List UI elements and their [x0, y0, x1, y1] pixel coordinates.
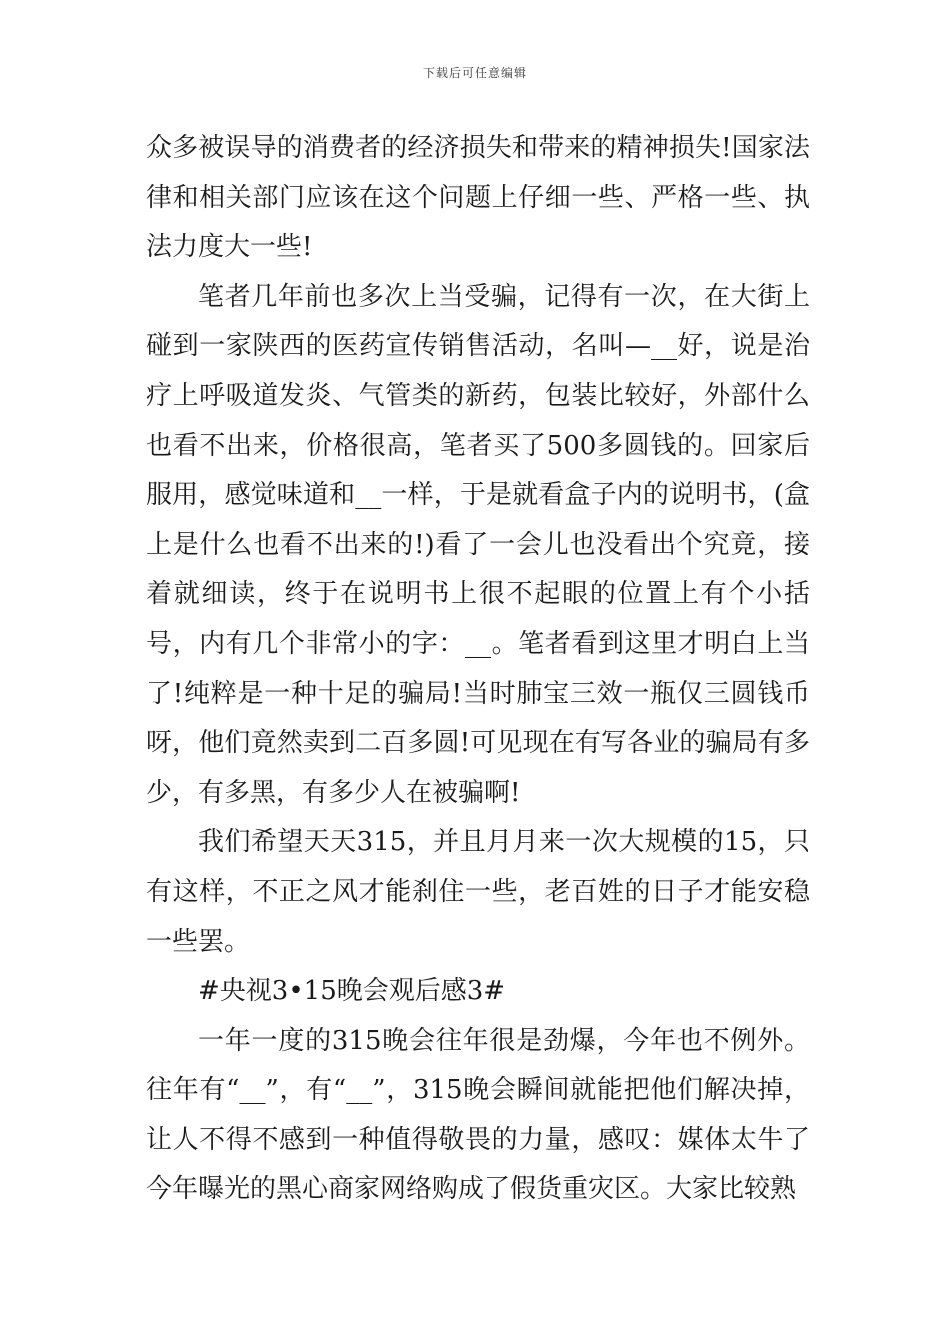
page-header: 下载后可任意编辑	[422, 66, 527, 80]
paragraph-3: 我们希望天天315，并且月月来一次大规模的15，只有这样，不正之风才能刹住一些，老百姓的日子才能安稳一些罢。	[146, 827, 810, 957]
paragraph-1: 众多被误导的消费者的经济损失和带来的精神损失!国家法律和相关部门应该在这个问题上仔细一些、严格一些、执法力度大一些!	[146, 133, 810, 263]
document-body	[146, 124, 810, 1215]
paragraph-4: 一年一度的315晚会往年很是劲爆，今年也不例外。往年有“__”，有“__”，315晚会瞬间就能把他们解决掉，让人不得不感到一种值得敬畏的力量，感叹：媒体太牛了今年曝光的黑心商家网络购成了假货重灾区。大家比较熟	[146, 1025, 810, 1205]
section-heading: #央视3•15晚会观后感3#	[198, 976, 506, 1007]
paragraph-2: 笔者几年前也多次上当受骗，记得有一次，在大街上碰到一家陕西的医药宣传销售活动，名叫—__好，说是治疗上呼吸道发炎、气管类的新药，包装比较好，外部什么也看不出来，价格很高，笔者买了500多圆钱的。回家后服用，感觉味道和__一样，于是就看盒子内的说明书，(盒上是什么也看不出来的!)看了一会儿也没看出个究竟，接着就细读，终于在说明书上很不起眼的位置上有个小括号，内有几个非常小的字：__。笔者看到这里才明白上当了!纯粹是一种十足的骗局!当时肺宝三效一瓶仅三圆钱币呀，他们竟然卖到二百多圆!可见现在有写各业的骗局有多少，有多黑，有多少人在被骗啊!	[146, 281, 810, 808]
